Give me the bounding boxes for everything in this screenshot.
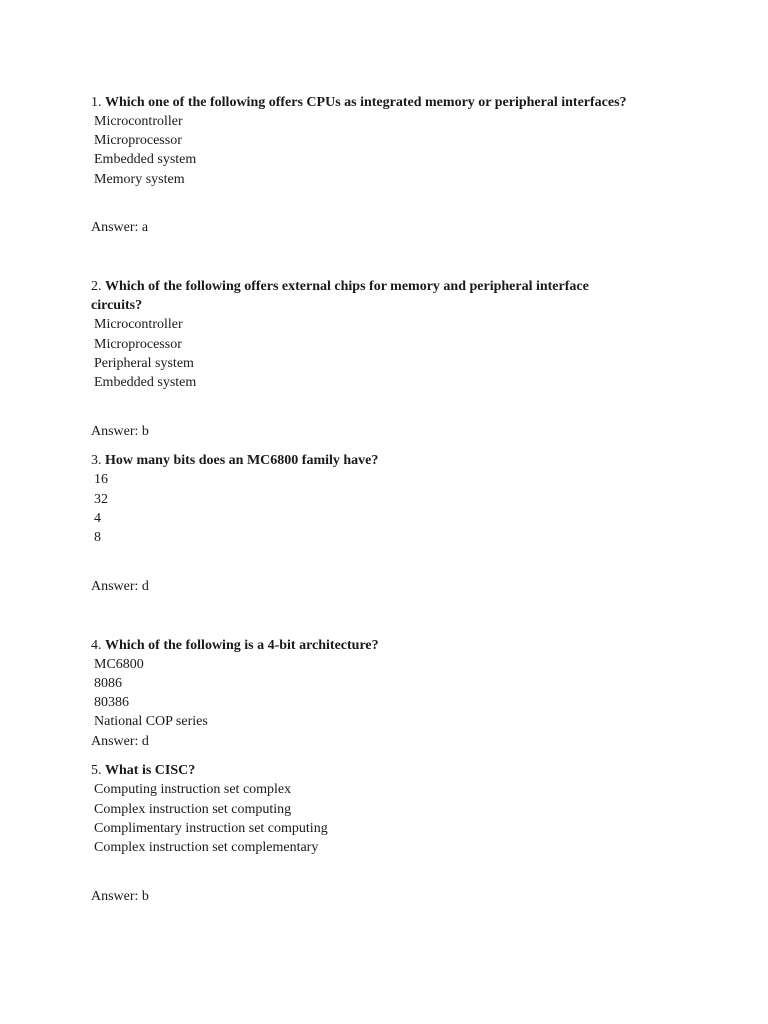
question-1 <box>91 94 627 112</box>
question-4 <box>91 637 379 655</box>
option-a: 16 <box>94 472 108 487</box>
option-c: Complimentary instruction set computing <box>94 821 328 836</box>
question-2-continuation <box>91 297 142 315</box>
option-a: Microcontroller <box>94 317 183 332</box>
option-a: Computing instruction set complex <box>94 782 292 797</box>
option-b: 8086 <box>94 676 122 691</box>
question-number: 2. <box>91 279 102 294</box>
question-2 <box>91 278 589 296</box>
question-number: 4. <box>91 638 102 653</box>
question-number: 3. <box>91 453 102 468</box>
question-text: How many bits does an MC6800 family have? <box>105 453 379 468</box>
option-c: Peripheral system <box>94 356 194 371</box>
question-5 <box>91 762 195 780</box>
answer: Answer: d <box>91 734 149 749</box>
option-c: 80386 <box>94 695 129 710</box>
option-c: Embedded system <box>94 152 197 167</box>
option-b: Microprocessor <box>94 337 182 352</box>
answer: Answer: b <box>91 424 149 439</box>
option-d: 8 <box>94 530 101 545</box>
question-number: 1. <box>91 95 102 110</box>
answer: Answer: b <box>91 889 149 904</box>
answer: Answer: d <box>91 579 149 594</box>
question-text: What is CISC? <box>105 763 196 778</box>
question-text: Which of the following offers external chips for memory and peripheral interface <box>105 279 589 294</box>
question-text: circuits? <box>91 298 143 313</box>
question-3 <box>91 452 378 470</box>
option-b: 32 <box>94 492 108 507</box>
option-d: Embedded system <box>94 375 197 390</box>
option-d: Complex instruction set complementary <box>94 840 319 855</box>
option-d: National COP series <box>94 714 208 729</box>
answer: Answer: a <box>91 220 149 235</box>
option-c: 4 <box>94 511 101 526</box>
option-a: MC6800 <box>94 657 144 672</box>
question-text: Which of the following is a 4-bit architecture? <box>105 638 379 653</box>
option-a: Microcontroller <box>94 114 183 129</box>
question-text: Which one of the following offers CPUs as integrated memory or peripheral interfaces? <box>105 95 627 110</box>
option-d: Memory system <box>94 172 185 187</box>
question-number: 5. <box>91 763 102 778</box>
option-b: Microprocessor <box>94 133 182 148</box>
option-b: Complex instruction set computing <box>94 802 292 817</box>
